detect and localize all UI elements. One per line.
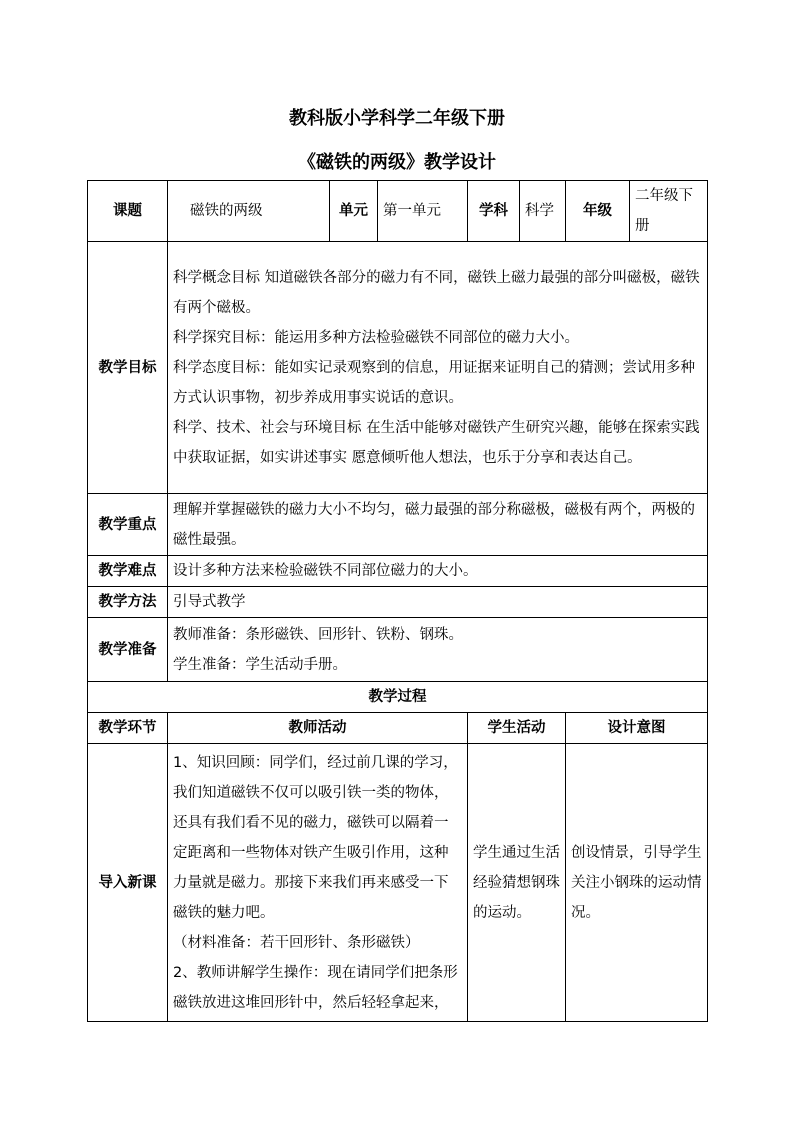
subject-label: 学科 bbox=[468, 181, 520, 242]
teacher-preparation: 教师准备：条形磁铁、回形针、铁粉、钢珠。 bbox=[173, 626, 463, 643]
col-intent: 设计意图 bbox=[566, 713, 708, 744]
intro-stage-row bbox=[88, 744, 708, 1022]
goal-concept: 科学概念目标 知道磁铁各部分的磁力有不同，磁铁上磁力最强的部分叫磁极，磁铁有两个磁极。 bbox=[173, 270, 700, 316]
topic-label: 课题 bbox=[88, 181, 168, 242]
design-intent: 创设情景，引导学生关注小钢珠的运动情况。 bbox=[566, 744, 708, 1022]
goal-inquiry: 科学探究目标：能运用多种方法检验磁铁不同部位的磁力大小。 bbox=[173, 330, 579, 346]
document-subtitle: 《磁铁的两级》教学设计 bbox=[298, 152, 496, 173]
topic-value: 磁铁的两级 bbox=[168, 181, 330, 242]
student-preparation: 学生准备：学生活动手册。 bbox=[173, 656, 347, 673]
key-points-row bbox=[88, 494, 708, 556]
subject-value: 科学 bbox=[520, 181, 566, 242]
method-label: 教学方法 bbox=[88, 587, 168, 618]
process-heading-row bbox=[88, 682, 708, 713]
document-title: 教科版小学科学二年级下册 bbox=[289, 108, 505, 129]
stage-name: 导入新课 bbox=[88, 744, 168, 1022]
grade-label: 年级 bbox=[566, 181, 630, 242]
key-points-label: 教学重点 bbox=[88, 494, 168, 556]
goals-label: 教学目标 bbox=[88, 242, 168, 494]
col-student: 学生活动 bbox=[468, 713, 566, 744]
goal-sts: 科学、技术、社会与环境目标 在生活中能够对磁铁产生研究兴趣，能够在探索实践中获取证据，如实讲述事实 愿意倾听他人想法，也乐于分享和表达自己。 bbox=[173, 420, 700, 466]
key-points-text: 理解并掌握磁铁的磁力大小不均匀，磁力最强的部分称磁极，磁极有两个，两极的磁性最强。 bbox=[168, 494, 708, 556]
process-heading: 教学过程 bbox=[88, 682, 708, 713]
difficulty-label: 教学难点 bbox=[88, 556, 168, 587]
col-teacher: 教师活动 bbox=[168, 713, 468, 744]
teacher-activity-1: 1、知识回顾：同学们，经过前几课的学习，我们知道磁铁不仅可以吸引铁一类的物体，还具有我们看不见的磁力，磁铁可以隔着一定距离和一些物体对铁产生吸引作用，这种力量就是磁力。那接下来我们再来感受一下磁铁的魅力吧。 bbox=[173, 754, 458, 921]
preparation-label: 教学准备 bbox=[88, 618, 168, 682]
difficulty-text: 设计多种方法来检验磁铁不同部位磁力的大小。 bbox=[168, 556, 708, 587]
goal-attitude: 科学态度目标：能如实记录观察到的信息，用证据来证明自己的猜测；尝试用多种方式认识事物，初步养成用事实说话的意识。 bbox=[173, 360, 695, 406]
unit-value: 第一单元 bbox=[378, 181, 468, 242]
teacher-activity-materials: （材料准备：若干回形针、条形磁铁） bbox=[173, 934, 420, 951]
unit-label: 单元 bbox=[330, 181, 378, 242]
lesson-plan-table bbox=[87, 180, 708, 1022]
goals-row bbox=[88, 242, 708, 494]
header-row bbox=[88, 181, 708, 242]
student-activity: 学生通过生活经验猜想钢珠的运动。 bbox=[468, 744, 566, 1022]
teacher-activity-2: 2、教师讲解学生操作：现在请同学们把条形磁铁放进这堆回形针中，然后轻轻拿起来， bbox=[173, 964, 458, 1011]
difficulty-row bbox=[88, 556, 708, 587]
method-row bbox=[88, 587, 708, 618]
preparation-row bbox=[88, 618, 708, 682]
grade-value: 二年级下册 bbox=[630, 181, 708, 242]
process-columns-row bbox=[88, 713, 708, 744]
col-stage: 教学环节 bbox=[88, 713, 168, 744]
method-text: 引导式教学 bbox=[168, 587, 708, 618]
